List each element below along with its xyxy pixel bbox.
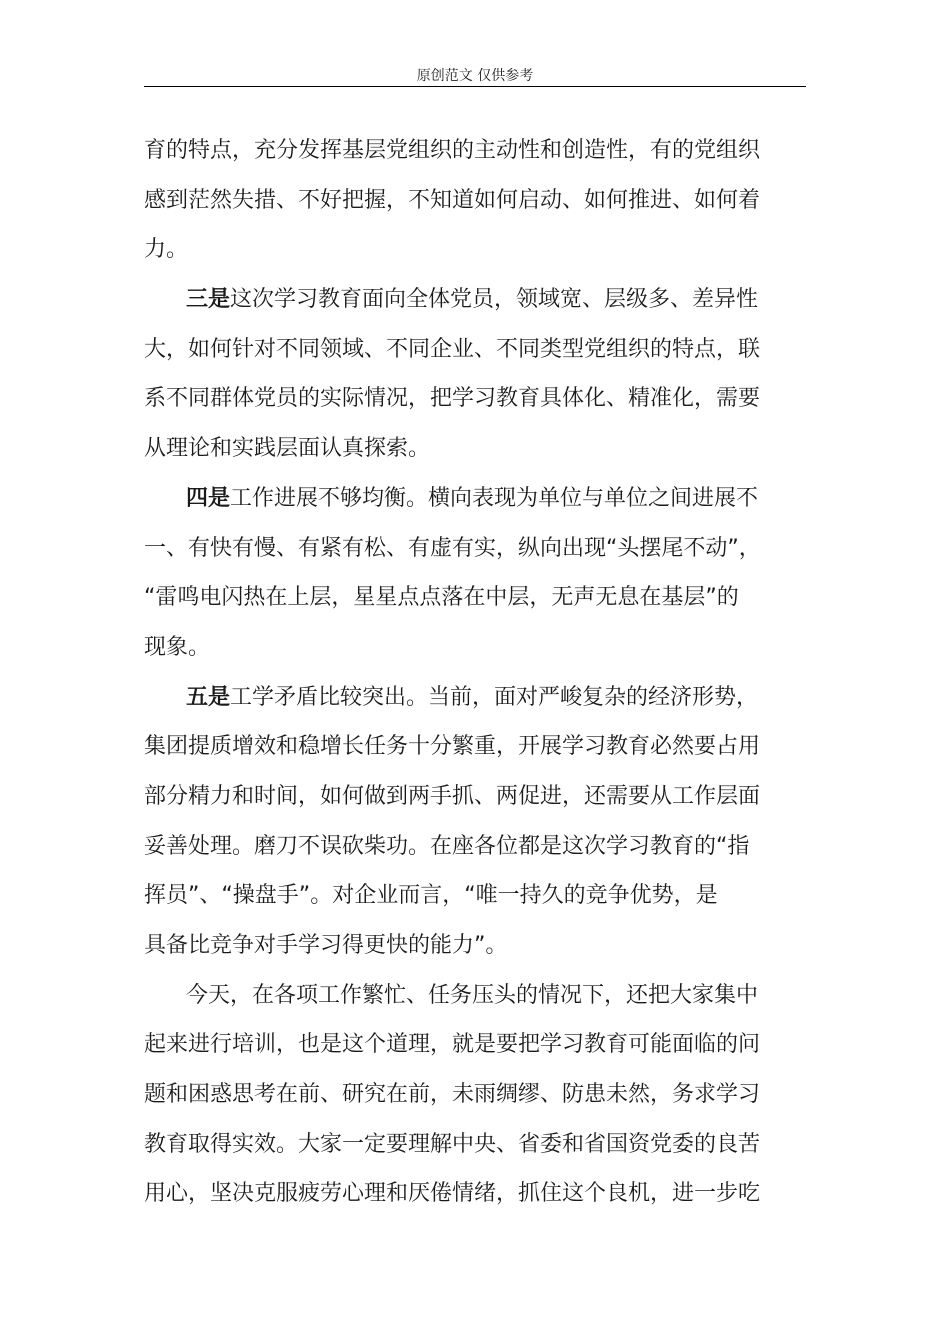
paragraph-first-line: [144, 474, 806, 524]
line-text: 育的特点，充分发挥基层党组织的主动性和创造性，有的党组织: [144, 138, 761, 163]
paragraph-lead: 三是: [186, 287, 231, 313]
text-line: [144, 176, 806, 226]
line-text: 具备比竞争对手学习得更快的能力”。: [144, 933, 508, 958]
line-text: 从理论和实践层面认真探索。: [144, 436, 431, 462]
text-line: [144, 1120, 806, 1170]
line-text: 妥善处理。磨刀不误砍柴功。在座各位都是这次学习教育的“指: [144, 833, 750, 859]
line-text: 集团提质增效和稳增长任务十分繁重，开展学习教育必然要占用: [144, 734, 761, 760]
line-text: 现象。: [144, 634, 211, 660]
text-line: [144, 871, 806, 921]
line-text: 题和困惑思考在前、研究在前，未雨绸缪、防患未然，务求学习: [144, 1082, 761, 1108]
line-text: 起来进行培训，也是这个道理，就是要把学习教育可能面临的问: [144, 1032, 761, 1058]
paragraph-first-line: [144, 971, 806, 1021]
paragraph-lead: 五是: [186, 684, 231, 710]
paragraph-first-line: [144, 673, 806, 723]
line-text: 挥员”、“操盘手”。对企业而言，“唯一持久的竞争优势，是: [144, 883, 718, 909]
text-line: [144, 374, 806, 424]
paragraph-lead: 四是: [186, 485, 231, 511]
line-text: 部分精力和时间，如何做到两手抓、两促进，还需要从工作层面: [144, 783, 761, 809]
document-body: [144, 126, 806, 1219]
text-line: [144, 1169, 806, 1219]
line-text: 一、有快有慢、有紧有松、有虚有实，纵向出现“头摆尾不动”，: [144, 535, 761, 561]
line-text: 这次学习教育面向全体党员，领域宽、层级多、差异性: [230, 287, 759, 313]
line-text: 大，如何针对不同领域、不同企业、不同类型党组织的特点，联: [144, 336, 761, 362]
text-line: [144, 772, 806, 822]
text-line: [144, 822, 806, 872]
line-text: 工作进展不够均衡。横向表现为单位与单位之间进展不: [230, 485, 759, 511]
line-text: 系不同群体党员的实际情况，把学习教育具体化、精准化，需要: [144, 386, 761, 412]
text-line: [144, 325, 806, 375]
line-text: 感到茫然失措、不好把握，不知道如何启动、如何推进、如何着: [144, 187, 761, 213]
text-line: [144, 424, 806, 474]
text-line: [144, 921, 806, 971]
line-text: 教育取得实效。大家一定要理解中央、省委和省国资党委的良苦: [144, 1131, 761, 1157]
line-text: 今天，在各项工作繁忙、任务压头的情况下，还把大家集中: [186, 982, 759, 1008]
paragraph-first-line: [144, 275, 806, 325]
page-header: 原创范文 仅供参考: [416, 68, 534, 84]
line-text: 工学矛盾比较突出。当前，面对严峻复杂的经济形势，: [230, 684, 759, 710]
text-line: [144, 524, 806, 574]
line-text: “雷鸣电闪热在上层，星星点点落在中层，无声无息在基层”的: [144, 585, 739, 611]
text-line: [144, 623, 806, 673]
line-text: 用心，坚决克服疲劳心理和厌倦情绪，抓住这个良机，进一步吃: [144, 1181, 761, 1207]
line-text: 力。: [144, 237, 189, 263]
text-line: [144, 126, 806, 176]
text-line: [144, 573, 806, 623]
text-line: [144, 1020, 806, 1070]
text-line: [144, 225, 806, 275]
text-line: [144, 722, 806, 772]
text-line: [144, 1070, 806, 1120]
header-divider: [144, 86, 806, 87]
